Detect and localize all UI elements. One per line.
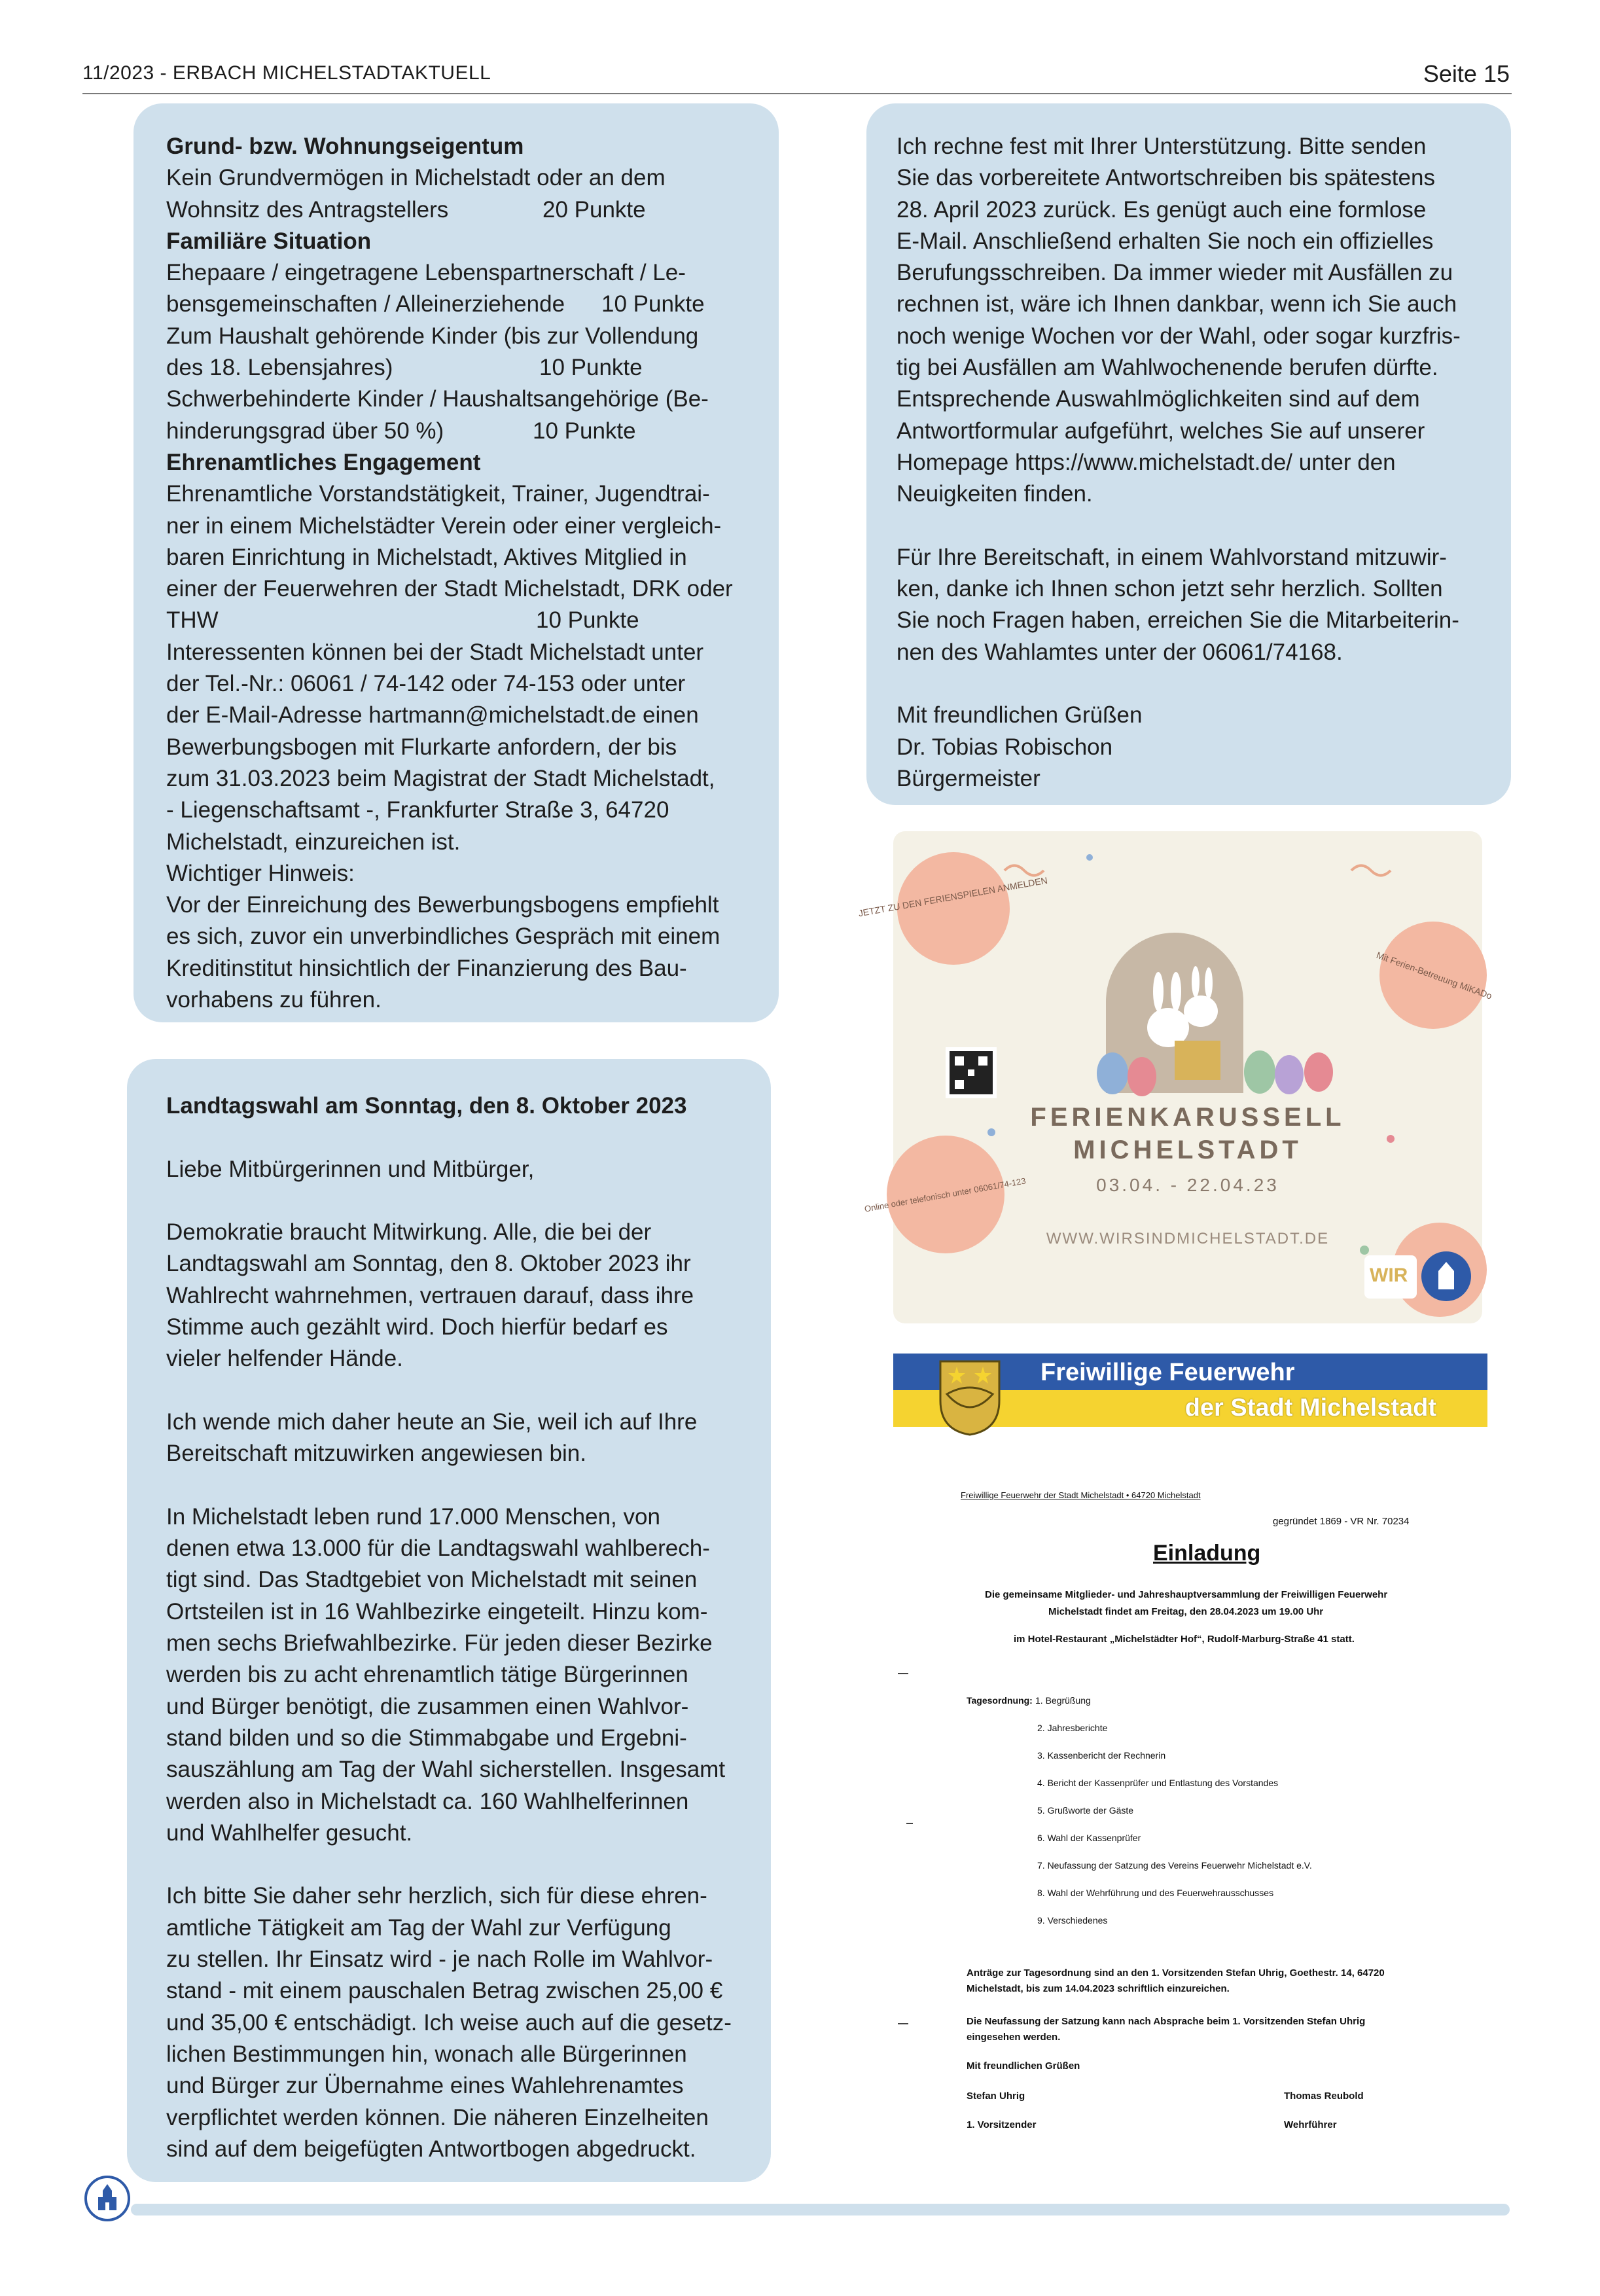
text-line: Ehepaare / eingetragene Lebenspartnerschaft / Le- [166, 260, 686, 286]
agenda-item: 8. Wahl der Wehrführung und des Feuerwehrausschusses [1037, 1888, 1274, 1898]
ferienkarussell-poster [857, 831, 1494, 1323]
text-line: 28. April 2023 zurück. Es genügt auch eine formlose [897, 196, 1427, 223]
text-line: zum 31.03.2023 beim Magistrat der Stadt Michelstadt, [166, 765, 715, 791]
agenda-item: 7. Neufassung der Satzung des Vereins Feuerwehr Michelstadt e.V. [1037, 1860, 1312, 1871]
text-line: Demokratie braucht Mitwirkung. Alle, die bei der [166, 1219, 652, 1246]
text-line: ken, danke ich Ihnen schon jetzt sehr herzlich. Sollten [897, 576, 1443, 602]
agenda-label: Tagesordnung: [967, 1695, 1033, 1706]
letter-continuation-box [866, 103, 1511, 805]
bunny-icon [1184, 996, 1218, 1027]
signer-2-name: Thomas Reubold [1284, 2090, 1364, 2102]
points: 20 Punkte [542, 196, 646, 223]
note-line: Die Neufassung der Satzung kann nach Absprache beim 1. Vorsitzenden Stefan Uhrig [967, 2016, 1366, 2027]
heading-family: Familiäre Situation [166, 228, 372, 254]
text-line: der E-Mail-Adresse hartmann@michelstadt.de einen [166, 702, 699, 728]
signer-name: Dr. Tobias Robischon [897, 734, 1113, 760]
text-line: Ich bitte Sie daher sehr herzlich, sich für diese ehren- [166, 1883, 707, 1909]
wir-logo-text: WIR [1370, 1265, 1408, 1286]
text-line: Entsprechende Auswahlmöglichkeiten sind auf dem [897, 386, 1420, 412]
egg-icon [1304, 1052, 1333, 1092]
text-line: Ich wende mich daher heute an Sie, weil ich auf Ihre [166, 1408, 698, 1435]
agenda-item: 4. Bericht der Kassenprüfer und Entlastung des Vorstandes [1037, 1778, 1279, 1788]
text-line: Wohnsitz des Antragstellers [166, 196, 449, 223]
points: 10 Punkte [539, 355, 643, 381]
text-line: Antwortformular aufgeführt, welches Sie auf unserer [897, 418, 1425, 444]
text-line: sind auf dem beigefügten Antwortbogen abgedruckt. [166, 2136, 696, 2162]
election-title: Landtagswahl am Sonntag, den 8. Oktober 2023 [166, 1093, 687, 1119]
basket-icon [1175, 1041, 1220, 1080]
text-line: In Michelstadt leben rund 17.000 Menschen, von [166, 1503, 660, 1530]
poster-title-1: FERIENKARUSSELL [1030, 1103, 1345, 1132]
poster-care-text: Mit Ferien-Betreuung MiKADo [1375, 949, 1494, 1001]
egg-icon [1275, 1055, 1304, 1094]
text-line: der Tel.-Nr.: 06061 / 74-142 oder 74-153 oder unter [166, 671, 686, 697]
text-line: vorhabens zu führen. [166, 987, 382, 1013]
header-rule [82, 93, 1512, 94]
text-line: ner in einem Michelstädter Verein oder einer vergleich- [166, 512, 722, 539]
intro-line-3: im Hotel-Restaurant „Michelstädter Hof“, Rudolf-Marburg-Straße 41 statt. [1014, 1634, 1355, 1645]
agenda-item: 1. Begrüßung [1035, 1695, 1091, 1706]
points: 10 Punkte [533, 418, 636, 444]
text-line: des 18. Lebensjahres) [166, 355, 393, 381]
text-line: Bereitschaft mitzuwirken angewiesen bin. [166, 1441, 586, 1467]
agenda-item: 3. Kassenbericht der Rechnerin [1037, 1750, 1166, 1761]
signer-2-role: Wehrführer [1284, 2119, 1337, 2130]
founded-line: gegründet 1869 - VR Nr. 70234 [1273, 1516, 1410, 1527]
text-line: Interessenten können bei der Stadt Michelstadt unter [166, 639, 704, 665]
text-line: Landtagswahl am Sonntag, den 8. Oktober 2023 ihr [166, 1251, 691, 1277]
poster-url: WWW.WIRSINDMICHELSTADT.DE [1046, 1230, 1330, 1247]
egg-icon [1244, 1050, 1275, 1094]
text-line: einer der Feuerwehren der Stadt Michelstadt, DRK oder [166, 576, 733, 602]
text-line: werden bis zu acht ehrenamtlich tätige Bürgerinnen [166, 1662, 688, 1688]
text-line: lichen Bestimmungen hin, wonach alle Bürgerinnen [166, 2041, 687, 2067]
agenda-item: 6. Wahl der Kassenprüfer [1037, 1833, 1141, 1843]
text-line: Ich rechne fest mit Ihrer Unterstützung. Bitte senden [897, 134, 1427, 159]
election-box [127, 1059, 771, 2182]
heading-ownership: Grund- bzw. Wohnungseigentum [166, 134, 524, 159]
text-line: hinderungsgrad über 50 %) [166, 418, 444, 444]
poster-title-2: MICHELSTADT [1073, 1136, 1302, 1164]
text-line: Wahlrecht wahrnehmen, vertrauen darauf, dass ihre [166, 1282, 694, 1308]
agenda-item: 9. Verschiedenes [1037, 1915, 1108, 1926]
text-line: Stimme auch gezählt wird. Doch hierfür bedarf es [166, 1314, 668, 1340]
running-header: 11/2023 - ERBACH MICHELSTADTAKTUELL [82, 62, 491, 84]
intro-line-2: Michelstadt findet am Freitag, den 28.04.2023 um 19.00 Uhr [1048, 1606, 1324, 1617]
page-number: Seite 15 [1423, 60, 1510, 87]
closing: Mit freundlichen Grüßen [897, 702, 1143, 728]
signature-block [897, 700, 1492, 795]
text-line: verpflichtet werden können. Die näheren Einzelheiten [166, 2104, 709, 2130]
text-line: Sie das vorbereitete Antwortschreiben bis spätestens [897, 165, 1435, 191]
banner-line-2: der Stadt Michelstadt [1184, 1394, 1436, 1422]
agenda-item: 5. Grußworte der Gäste [1037, 1805, 1134, 1816]
text-line: E-Mail. Anschließend erhalten Sie noch ein offizielles [897, 228, 1434, 254]
text-line: denen etwa 13.000 für die Landtagswahl wahlberech- [166, 1535, 710, 1562]
poster-graphic [857, 831, 1494, 1323]
text-line: nen des Wahlamtes unter der 06061/74168. [897, 639, 1343, 665]
text-line: es sich, zuvor ein unverbindliches Gespräch mit einem [166, 924, 720, 950]
text-line: Berufungsschreiben. Da immer wieder mit Ausfällen zu [897, 260, 1453, 286]
town-crest-icon [84, 2175, 131, 2222]
text-line: tig bei Ausfällen am Wahlwochenende berufen dürfte. [897, 355, 1438, 381]
salutation: Liebe Mitbürgerinnen und Mitbürger, [166, 1156, 535, 1182]
points: 10 Punkte [601, 291, 705, 317]
text-line: und Bürger zur Übernahme eines Wahlehrenamtes [166, 2073, 684, 2099]
text-line: Ehrenamtliche Vorstandstätigkeit, Trainer, Jugendtrai- [166, 481, 710, 507]
heading-volunteer: Ehrenamtliches Engagement [166, 449, 481, 475]
agenda-item: 2. Jahresberichte [1037, 1723, 1108, 1733]
intro-line-1: Die gemeinsame Mitglieder- und Jahreshauptversammlung der Freiwilligen Feuerwehr [985, 1589, 1388, 1600]
text-line: werden also in Michelstadt ca. 160 Wahlhelferinnen [166, 1788, 689, 1814]
text-line: Homepage https://www.michelstadt.de/ unter den [897, 449, 1396, 475]
text-line: men sechs Briefwahlbezirke. Für jeden dieser Bezirke [166, 1630, 713, 1657]
text-line: Wichtiger Hinweis: [166, 860, 355, 886]
fire-brigade-crest-icon [934, 1355, 1006, 1436]
footer-bar [131, 2204, 1510, 2215]
invitation-closing: Mit freundlichen Grüßen [967, 2060, 1080, 2072]
text-line: - Liegenschaftsamt -, Frankfurter Straße 3, 64720 [166, 797, 669, 823]
note-line: Michelstadt, bis zum 14.04.2023 schriftlich einzureichen. [967, 1983, 1230, 1994]
criteria-box [133, 103, 779, 1022]
margin-mark [898, 2023, 908, 2024]
paragraph-4 [166, 1880, 755, 2165]
text-line: stand - mit einem pauschalen Betrag zwischen 25,00 € [166, 1978, 723, 2004]
signer-title: Bürgermeister [897, 765, 1040, 791]
signer-1-name: Stefan Uhrig [967, 2090, 1025, 2102]
note-line: eingesehen werden. [967, 2032, 1061, 2043]
text-line: zu stellen. Ihr Einsatz wird - je nach Rolle im Wahlvor- [166, 1946, 713, 1973]
text-line: Für Ihre Bereitschaft, in einem Wahlvorstand mitzuwir- [897, 544, 1447, 570]
text-line: baren Einrichtung in Michelstadt, Aktives Mitglied in [166, 544, 687, 570]
text-line: tigt sind. Das Stadtgebiet von Michelstadt mit seinen [166, 1567, 698, 1593]
margin-mark [906, 1823, 913, 1824]
text-line: rechnen ist, wäre ich Ihnen dankbar, wenn ich Sie auch [897, 291, 1457, 317]
poster-dates: 03.04. - 22.04.23 [1096, 1175, 1279, 1195]
text-line: noch wenige Wochen vor der Wahl, oder sogar kurzfris- [897, 323, 1461, 349]
poster-online-text: Online oder telefonisch unter 06061/74-123 [863, 1175, 1027, 1214]
invitation-title: Einladung [1153, 1541, 1261, 1566]
text-line: Michelstadt, einzureichen ist. [166, 829, 461, 855]
egg-icon [1097, 1052, 1128, 1094]
poster-signup-text: JETZT ZU DEN FERIENSPIELEN ANMELDEN [857, 874, 1048, 919]
sender-line: Freiwillige Feuerwehr der Stadt Michelstadt • 64720 Michelstadt [961, 1490, 1201, 1500]
text-line: und Wahlhelfer gesucht. [166, 1820, 413, 1846]
paragraph-2 [897, 542, 1492, 668]
text-line: Neuigkeiten finden. [897, 481, 1093, 507]
paragraph-1 [166, 1217, 755, 1374]
text-line: Kein Grundvermögen in Michelstadt oder an dem [166, 165, 666, 191]
text-line: stand bilden und so die Stimmabgabe und Ergebni- [166, 1725, 687, 1751]
text-line: Sie noch Fragen haben, erreichen Sie die Mitarbeiterin- [897, 607, 1459, 634]
banner-line-1: Freiwillige Feuerwehr [1040, 1359, 1295, 1386]
egg-icon [1128, 1057, 1156, 1096]
paragraph-2 [166, 1407, 755, 1470]
points: 10 Punkte [536, 607, 639, 634]
text-line: Kreditinstitut hinsichtlich der Finanzierung des Bau- [166, 955, 687, 981]
text-line: Zum Haushalt gehörende Kinder (bis zur Vollendung [166, 323, 699, 349]
note-line: Anträge zur Tagesordnung sind an den 1. Vorsitzenden Stefan Uhrig, Goethestr. 14, 64720 [967, 1967, 1385, 1979]
text-line: THW [166, 607, 219, 634]
text-line: Ortsteilen ist in 16 Wahlbezirke eingeteilt. Hinzu kom- [166, 1598, 708, 1624]
text-line: und 35,00 € entschädigt. Ich weise auch auf die gesetz- [166, 2009, 732, 2036]
paragraph-1 [897, 131, 1492, 511]
signer-1-role: 1. Vorsitzender [967, 2119, 1037, 2130]
fire-brigade-banner [893, 1354, 1487, 1437]
text-line: Schwerbehinderte Kinder / Haushaltsangehörige (Be- [166, 386, 709, 412]
text-line: bensgemeinschaften / Alleinerziehende [166, 291, 565, 317]
text-line: Bewerbungsbogen mit Flurkarte anfordern, der bis [166, 734, 677, 760]
paragraph-3 [166, 1501, 755, 1849]
text-line: vieler helfender Hände. [166, 1346, 403, 1372]
margin-mark [898, 1673, 908, 1674]
text-line: amtliche Tätigkeit am Tag der Wahl zur Verfügung [166, 1914, 671, 1941]
text-line: Vor der Einreichung des Bewerbungsbogens empfiehlt [166, 892, 719, 918]
text-line: und Bürger benötigt, die zusammen einen Wahlvor- [166, 1693, 689, 1719]
text-line: sauszählung am Tag der Wahl sicherstellen. Insgesamt [166, 1757, 726, 1783]
